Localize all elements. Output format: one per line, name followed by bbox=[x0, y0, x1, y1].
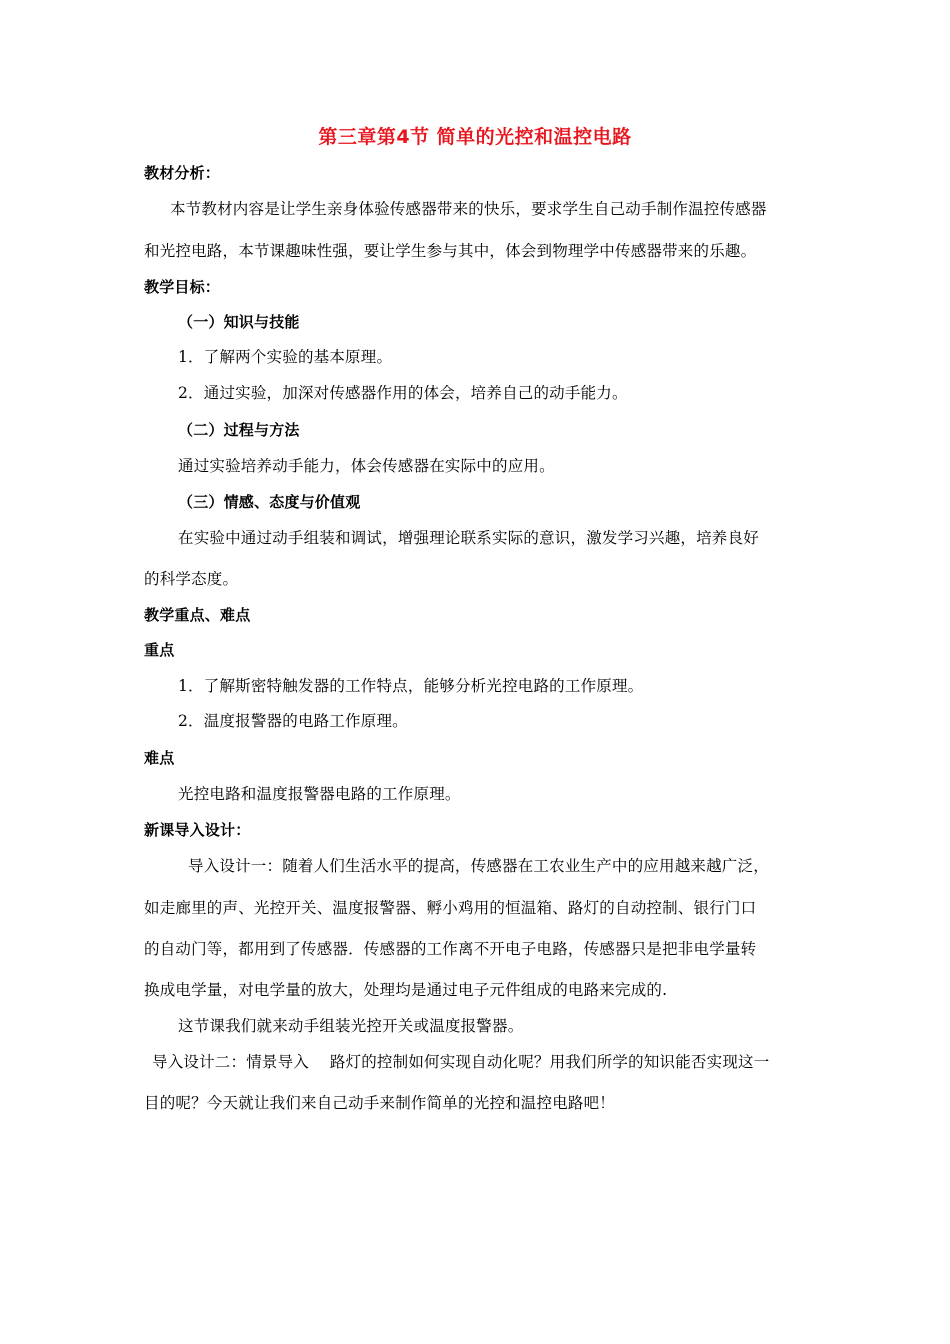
document-title: 第三章第4节 简单的光控和温控电路 bbox=[318, 126, 632, 148]
goal-knowledge-heading: （一）知识与技能 bbox=[178, 313, 300, 331]
analysis-paragraph-line-1: 本节教材内容是让学生亲身体验传感器带来的快乐，要求学生自己动手制作温控传感器 bbox=[170, 200, 767, 218]
analysis-heading: 教材分析： bbox=[144, 164, 221, 182]
goal-attitude-line-2: 的科学态度。 bbox=[144, 570, 239, 588]
intro-design-2-line-2: 目的呢？今天就让我们来自己动手来制作简单的光控和温控电路吧！ bbox=[144, 1094, 616, 1112]
intro-design-1-line-1: 导入设计一：随着人们生活水平的提高，传感器在工农业生产中的应用越来越广泛， bbox=[188, 857, 769, 875]
intro-design-1-line-3: 的自动门等，都用到了传感器．传感器的工作离不开电子电路，传感器只是把非电学量转 bbox=[144, 940, 757, 958]
difficult-points-text: 光控电路和温度报警器电路的工作原理。 bbox=[178, 785, 461, 803]
goal-process-text: 通过实验培养动手能力，体会传感器在实际中的应用。 bbox=[178, 457, 555, 475]
key-point-item-2: 2．温度报警器的电路工作原理。 bbox=[178, 712, 408, 730]
intro-design-1-line-2: 如走廊里的声、光控开关、温度报警器、孵小鸡用的恒温箱、路灯的自动控制、银行门口 bbox=[144, 899, 757, 917]
goals-heading: 教学目标： bbox=[144, 278, 221, 296]
goal-process-heading: （二）过程与方法 bbox=[178, 421, 300, 439]
intro-design-2-line-1: 导入设计二：情景导入 路灯的控制如何实现自动化呢？用我们所学的知识能否实现这一 bbox=[152, 1053, 770, 1071]
goal-knowledge-item-2: 2．通过实验，加深对传感器作用的体会，培养自己的动手能力。 bbox=[178, 384, 628, 402]
key-point-item-1: 1．了解斯密特触发器的工作特点，能够分析光控电路的工作原理。 bbox=[178, 677, 644, 695]
goal-knowledge-item-1: 1．了解两个实验的基本原理。 bbox=[178, 348, 393, 366]
goal-attitude-line-1: 在实验中通过动手组装和调试，增强理论联系实际的意识，激发学习兴趣，培养良好 bbox=[178, 529, 759, 547]
intro-design-1-line-5: 这节课我们就来动手组装光控开关或温度报警器。 bbox=[178, 1017, 524, 1035]
intro-design-1-line-4: 换成电学量，对电学量的放大，处理均是通过电子元件组成的电路来完成的. bbox=[144, 981, 668, 999]
goal-attitude-heading: （三）情感、态度与价值观 bbox=[178, 493, 361, 511]
key-points-subheading: 重点 bbox=[144, 641, 175, 659]
key-points-heading: 教学重点、难点 bbox=[144, 606, 251, 624]
intro-heading: 新课导入设计： bbox=[144, 821, 251, 839]
difficult-points-subheading: 难点 bbox=[144, 749, 175, 767]
analysis-paragraph-line-2: 和光控电路，本节课趣味性强，要让学生参与其中，体会到物理学中传感器带来的乐趣。 bbox=[144, 242, 757, 260]
